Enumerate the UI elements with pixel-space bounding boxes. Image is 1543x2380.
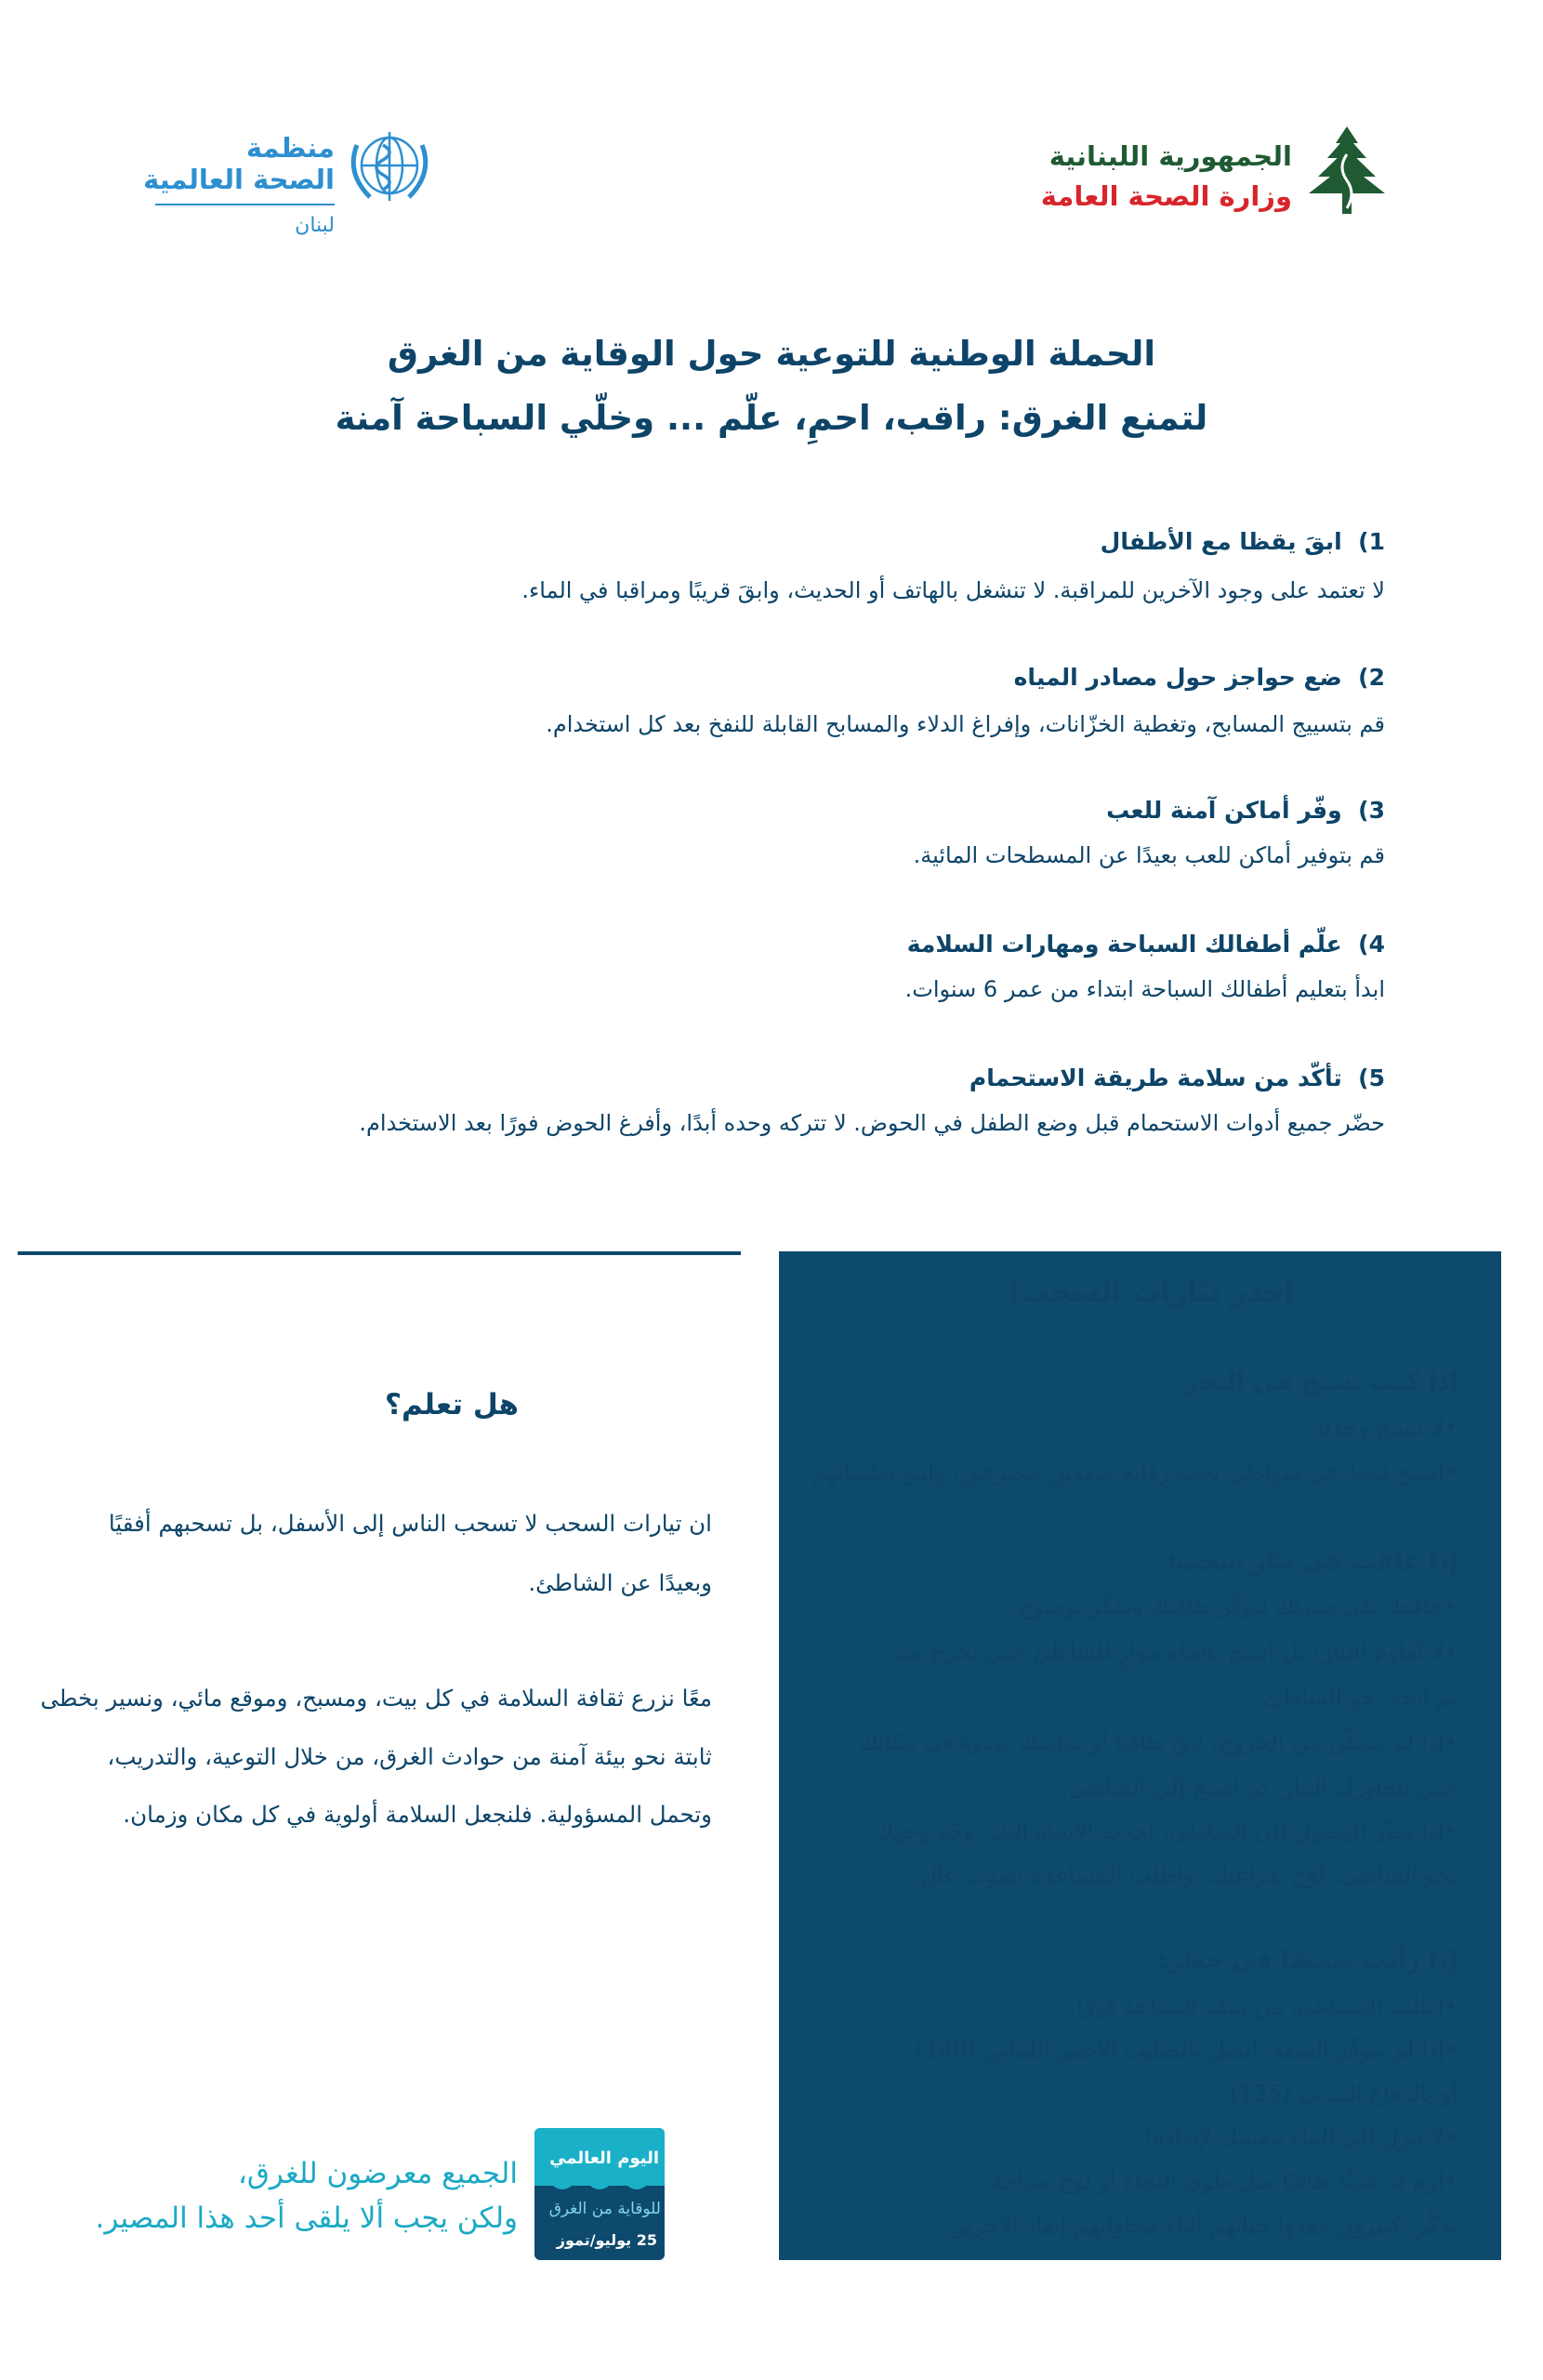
- rip-section-heading: إذا رأيت شخصًا في خطر:: [1157, 1947, 1457, 1975]
- tip-number: 5): [1358, 1064, 1385, 1091]
- did-you-know-line: معًا نزرع ثقافة السلامة في كل بيت، ومسبح، وموقع مائي، ونسير بخطى: [40, 1685, 712, 1712]
- rip-line: •إذا تعذّر الوصول إلى الشاطئ، اجذب الانتباه إليك: وجّه وجهك: [875, 1818, 1457, 1844]
- tip-number: 2): [1358, 664, 1385, 691]
- who-country: لبنان: [295, 214, 335, 237]
- badge-line2: للوقاية من الغرق: [548, 2200, 661, 2218]
- moph-ministry-text: وزارة الصحة العامة: [1040, 180, 1292, 212]
- rip-line: •حافظ على هدوئك لتوفّر طاقتك وتفكّر بوضوح.: [1009, 1593, 1457, 1620]
- rip-section-heading: إذا كنت تسبح في البحر: [1184, 1368, 1457, 1396]
- section-divider: [18, 1251, 741, 1255]
- moph-republic-text: الجمهورية اللبنانية: [1048, 140, 1292, 172]
- rip-box-title: إحذر تيّارات السحب!: [1007, 1276, 1295, 1309]
- rip-line: •لا تنزل إلى الماء بنفسك لإنقاذه!: [1142, 2123, 1457, 2150]
- rip-line: أو بالدفاع المدني (125): [1230, 2080, 1457, 2107]
- who-emblem-icon: [344, 126, 435, 210]
- did-you-know-line: وبعيدًا عن الشاطئ.: [528, 1569, 712, 1596]
- rip-line: •لا تُقاوم التيار! بل اسبح باتجاه موازٍ للشاطئ حتى تخرج منه،: [883, 1638, 1457, 1665]
- page-title-line1: الحملة الوطنية للتوعية حول الوقاية من الغرق: [387, 334, 1156, 374]
- rip-line: تذكّر: كثيرون فقدوا حياتهم أثناء محاولتهم إنقاذ الآخرين.: [941, 2212, 1457, 2239]
- rip-section-heading: إذا علقت في تيّار سحب:: [1167, 1548, 1457, 1576]
- page-title-line2: لتمنع الغرق: راقب، احمِ، علّم ... وخلّي السباحة آمنة: [335, 398, 1208, 438]
- did-you-know-line: وتحمل المسؤولية. فلنجعل السلامة أولوية في كل مكان وزمان.: [123, 1801, 712, 1828]
- rip-line: حتى يتجاوزك التيار، ثم اسبح إلى الشاطئ.: [1061, 1774, 1457, 1801]
- tip-heading: علّم أطفالك السباحة ومهارات السلامة: [906, 931, 1342, 958]
- rip-line: ثم اتجه نحو الشاطئ.: [1257, 1684, 1457, 1711]
- tip-heading: ابقَ يقظا مع الأطفال: [1100, 528, 1342, 555]
- tip-heading: ضع حواجز حول مصادر المياه: [1013, 664, 1342, 691]
- slogan-line1: الجميع معرضون للغرق،: [237, 2157, 518, 2190]
- tip-number: 1): [1358, 528, 1385, 555]
- tip-body: لا تعتمد على وجود الآخرين للمراقبة. لا تنشغل بالهاتف أو الحديث، وابقَ قريبًا ومراقبا في الماء.: [521, 577, 1385, 603]
- did-you-know-title: هل تعلم؟: [384, 1388, 520, 1421]
- did-you-know-line: ان تيارات السحب لا تسحب الناس إلى الأسفل، بل تسحبهم أفقيًا: [108, 1510, 712, 1537]
- tip-body: قم بتسييج المسابح، وتغطية الخزّانات، وإفراغ الدلاء والمسابح القابلة للنفخ بعد كل استخدام.: [546, 711, 1385, 737]
- tip-body: ابدأ بتعليم أطفالك السباحة ابتداء من عمر 6 سنوات.: [904, 976, 1385, 1002]
- tip-body: حضّر جميع أدوات الاستحمام قبل وضع الطفل في الحوض. لا تتركه وحده أبدًا، وأفرغ الحوض فورًا بعد الاستخدام.: [359, 1110, 1385, 1136]
- tip-number: 3): [1358, 797, 1385, 824]
- badge-line3: 25 يوليو/تموز: [556, 2231, 657, 2249]
- tip-heading: وفّر أماكن آمنة للعب: [1106, 797, 1342, 824]
- badge-line1: اليوم العالمي: [549, 2149, 659, 2168]
- did-you-know-line: ثابتة نحو بيئة آمنة من حوادث الغرق، من خلال التوعية، والتدريب،: [107, 1743, 712, 1770]
- rip-line: •لا تسبح وحدك.: [1305, 1414, 1457, 1441]
- rip-line: •إذا لم تتمكّن من الخروج، ابقَ طافيًا أو تماسك بهدوء في مكانك: [859, 1728, 1457, 1755]
- rip-line: •ارمِ له شيئًا طافيًا مثل طوق النجاة أو لوح سباحة.: [983, 2167, 1457, 2194]
- rip-line: •اسبح فقط في شواطئ تحت رقابة منقذين محترفين، واتبع تعليماتهم.: [804, 1459, 1457, 1486]
- tip-body: قم بتوفير أماكن للعب بعيدًا عن المسطحات المائية.: [913, 842, 1385, 868]
- rip-line: نحو الشاطئ، لوّح بذراعيك، واطلب المساعدة بصوت عالٍ.: [913, 1861, 1457, 1888]
- rip-line: •اطلب المساعدة من منقذ السباحة فورًا.: [1069, 1992, 1457, 2019]
- tip-heading: تأكّد من سلامة طريقة الاستحمام: [969, 1064, 1342, 1091]
- slogan-line2: ولكن يجب ألا يلقى أحد هذا المصير.: [95, 2202, 518, 2235]
- cedar-icon: [1307, 126, 1387, 214]
- tip-number: 4): [1358, 931, 1385, 958]
- rip-line: •إذا لم يتوفّر المنقذ، اتصل بالصليب الأحمر اللبناني (140): [915, 2036, 1457, 2063]
- who-line2: الصحة العالمية: [143, 164, 335, 195]
- who-line1: منظمة: [245, 132, 335, 164]
- drowning-day-badge: [534, 2128, 665, 2260]
